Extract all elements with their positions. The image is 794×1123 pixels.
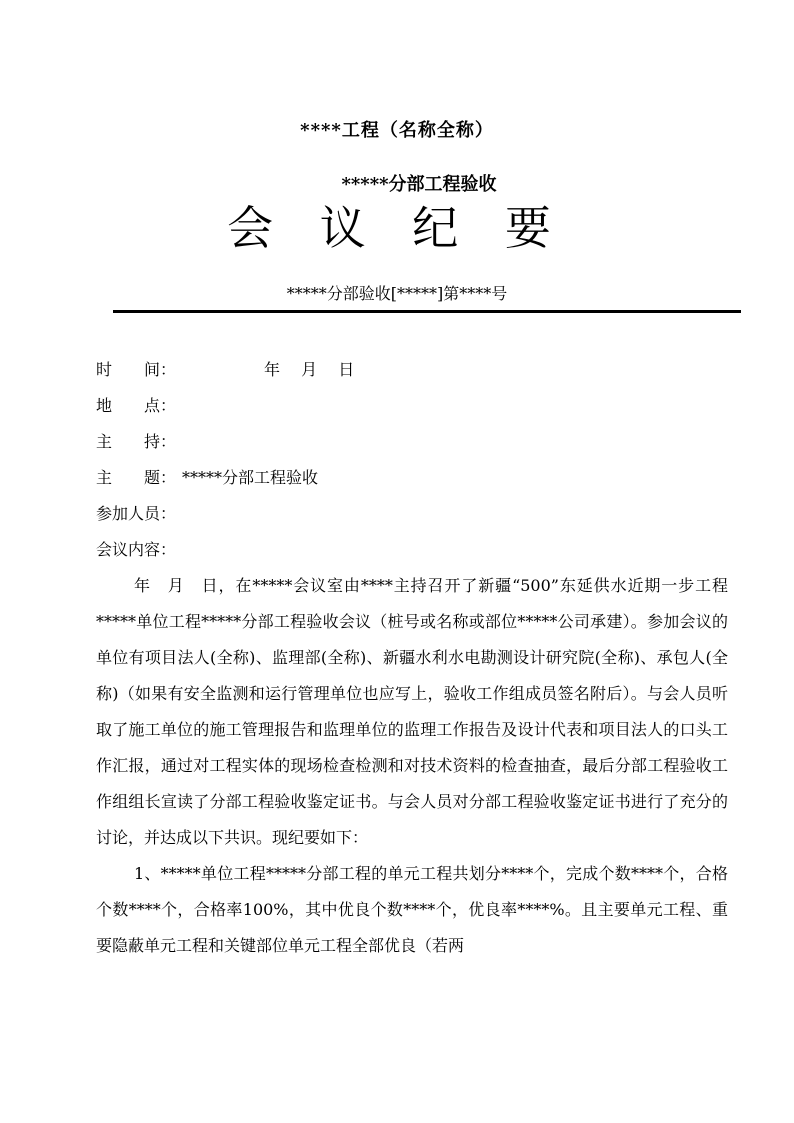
topic-label: 主 题：: [96, 468, 177, 487]
host-label: 主 持：: [96, 432, 177, 451]
time-year: 年: [264, 360, 281, 379]
content-paragraph-1: 年 月 日，在*****会议室由****主持召开了新疆“500”东延供水近期一步工程*****单位工程*****分部工程验收会议（桩号或名称或部位*****公司承建）。参加会议的单位有项目法人(全称)、监理部(全称)、新疆水利水电勘测设计研究院(全称)、承包人(全称)（如果有安全监测和运行管理单位也应写上，验收工作组成员签名附后）。与会人员听取了施工单位的施工管理报告和监理单位的监理工作报告及设计代表和项目法人的口头工作汇报，通过对工程实体的现场检查检测和对技术资料的检查抽查，最后分部工程验收工作组组长宣读了分部工程验收鉴定证书。与会人员对分部工程验收鉴定证书进行了充分的讨论，并达成以下共识。现纪要如下：: [96, 576, 728, 847]
document-type-heading: 会 议 纪 要: [227, 201, 567, 255]
document-number: *****分部验收[*****]第****号: [286, 284, 508, 303]
topic-value: *****分部工程验收: [182, 468, 319, 487]
topic-field: [96, 464, 354, 500]
time-month: 月: [301, 360, 318, 379]
attendees-label: 参加人员：: [96, 504, 177, 523]
time-day: 日: [338, 360, 355, 379]
project-title: ****工程（名称全称）: [300, 120, 494, 141]
content-paragraph-2: 1、*****单位工程*****分部工程的单元工程共划分****个，完成个数****个，合格个数****个，合格率100%，其中优良个数****个，优良率****%。且主要单元工程、重要隐蔽单元工程和关键部位单元工程全部优良（若两: [96, 864, 728, 955]
meeting-info-fields: [96, 356, 354, 572]
attendees-field: [96, 500, 354, 536]
time-label: 时 间：: [96, 360, 177, 379]
header-divider: [113, 310, 741, 313]
content-field: [96, 536, 354, 572]
content-label: 会议内容：: [96, 540, 177, 559]
acceptance-title: *****分部工程验收: [341, 174, 497, 195]
time-field: [96, 356, 354, 392]
host-field: [96, 428, 354, 464]
meeting-content-body: [96, 568, 728, 964]
place-label: 地 点：: [96, 396, 177, 415]
place-field: [96, 392, 354, 428]
